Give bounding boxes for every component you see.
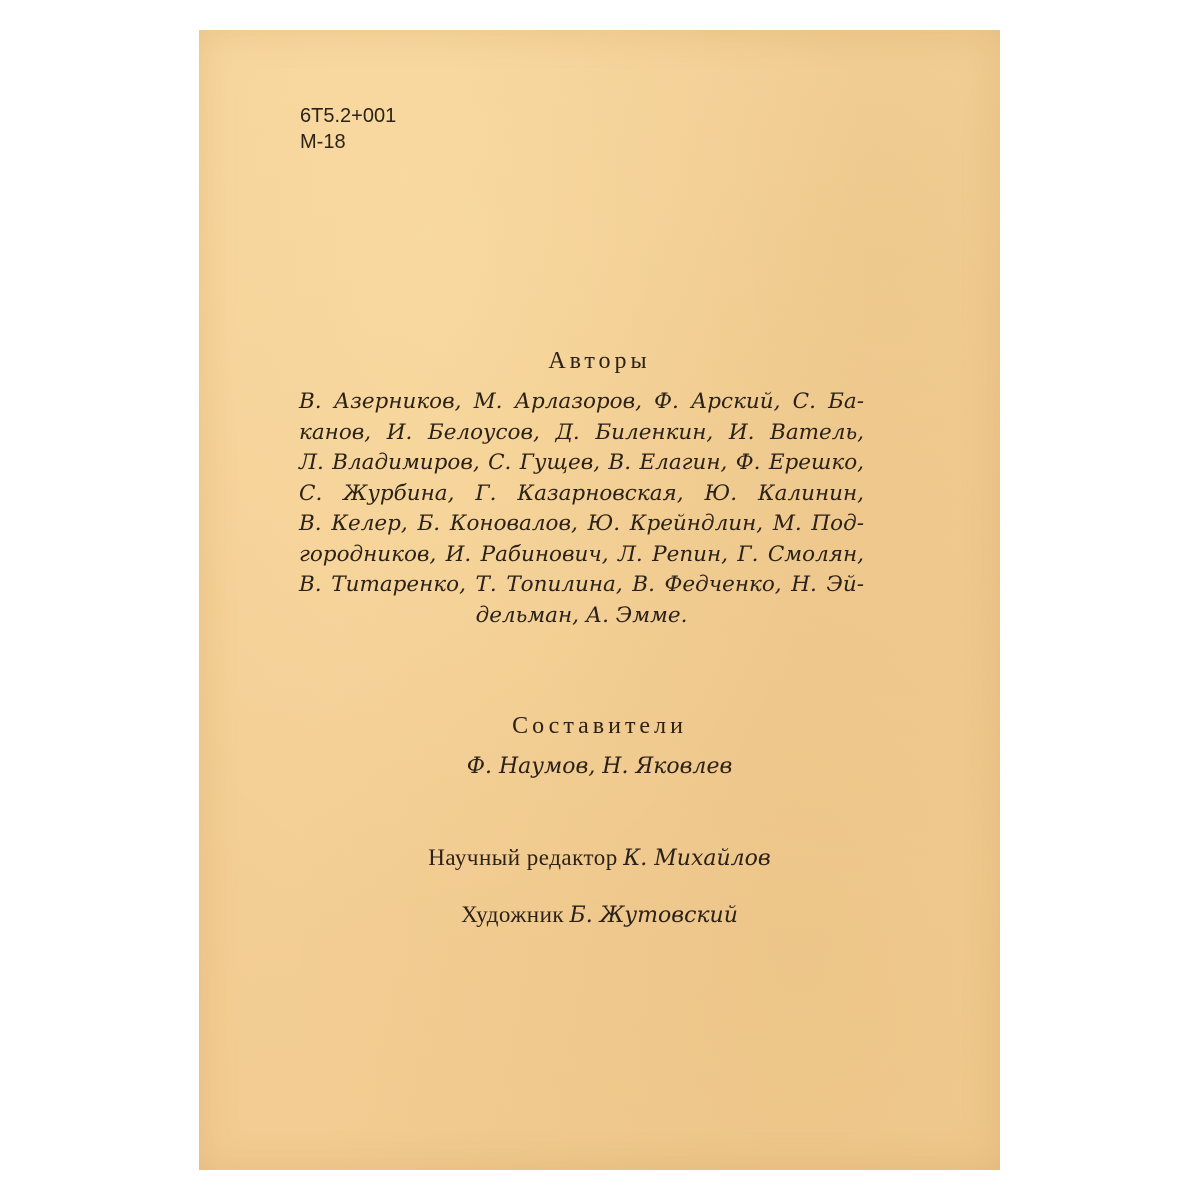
classification-author-mark: М-18 [300,131,346,153]
scientific-editor-credit [199,845,1000,871]
authors-line: В. Азерников, М. Арлазоров, Ф. Арский, С. Ба- [299,389,864,414]
authors-line: канов, И. Белоусов, Д. Биленкин, И. Ватель, [299,419,864,445]
authors-line: Л. Владимиров, С. Гущев, В. Елагин, Ф. Ерешко, [299,450,864,475]
authors-line: В. Титаренко, Т. Топилина, В. Федченко, Н. Эй- [299,572,864,597]
artist-name: Б. Жутовский [569,903,738,928]
classification-index: 6Т5.2+001 [300,105,397,127]
artist-credit [199,902,1000,928]
classification-code [300,103,396,155]
authors-list [299,387,864,631]
book-page [199,30,1000,1170]
authors-line: В. Келер, Б. Коновалов, Ю. Крейндлин, М. Под- [299,511,864,536]
compilers-names: Ф. Наумов, Н. Яковлев [466,754,733,779]
authors-line: городников, И. Рабинович, Л. Репин, Г. Смолян, [299,541,864,567]
scientific-editor-name: К. Михайлов [623,846,771,871]
scientific-editor-role: Научный редактор [428,845,618,870]
authors-heading: Авторы [548,348,651,374]
authors-line: С. Журбина, Г. Казарновская, Ю. Калинин, [299,480,864,506]
artist-role: Художник [461,902,565,927]
authors-line: дельман, А. Эмме. [475,602,688,628]
compilers-heading: Составители [512,713,687,739]
